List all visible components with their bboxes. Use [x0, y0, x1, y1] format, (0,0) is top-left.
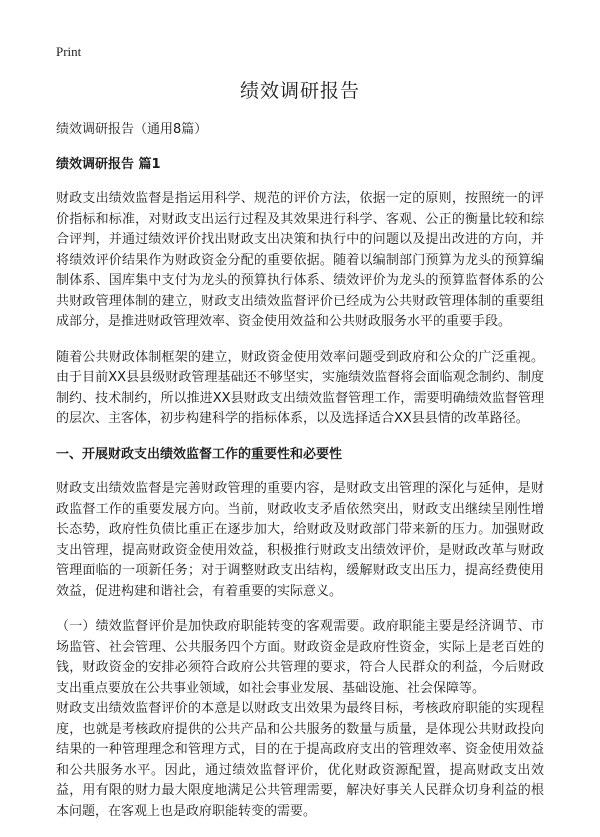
article-heading: 绩效调研报告 篇1 [56, 156, 161, 172]
body-paragraph: 财政支出绩效监督是指运用科学、规范的评价方法，依据一定的原则，按照统一的评价指标和标准，对财政支出运行过程及其效果进行科学、客观、公正的衡量比较和综合评判，并通过绩效评价找出财政支出决策和执行中的问题以及提出改进的方向，并将绩效评价结果作为财政资金分配的重要依据。随着以编制部门预算为龙头的预算编制体系、国库集中支付为龙头的预算执行体系、绩效评价为龙头的预算监督体系的公共财政管理体制的建立，财政支出绩效监督评价已经成为公共财政管理体制的重要组成部分，是推进财政管理效率、资金使用效益和公共财政服务水平的重要手段。 [56, 191, 544, 329]
section-heading: 一、开展财政支出绩效监督工作的重要性和必要性 [56, 446, 343, 462]
body-paragraph: 财政支出绩效监督评价的本意是以财政支出效果为最终目标，考核政府职能的实现程度，也就是考核政府提供的公共产品和公共服务的数量与质量，是体现公共财政投向结果的一种管理理念和管理方式，目的在于提高政府支出的管理效率、资金使用效益和公共服务水平。因此，通过绩效监督评价，优化财政资源配置，提高财政支出效益，用有限的财力最大限度地满足公共管理需要，解决好事关人民群众切身利益的根本问题，在客观上也是政府职能转变的需要。 [56, 701, 544, 819]
body-paragraph: 财政支出绩效监督是完善财政管理的重要内容，是财政支出管理的深化与延伸，是财政监督工作的重要发展方向。当前，财政收支矛盾依然突出，财政支出继续呈刚性增长态势，政府性负债比重正在逐步加大，给财政及财政部门带来新的压力。加强财政支出管理，提高财政资金使用效益，积极推行财政支出绩效评价，是财政改革与财政管理面临的一项新任务；对于调整财政支出结构，缓解财政支出压力，提高经费使用效益，促进构建和谐社会，有着重要的实际意义。 [56, 481, 544, 599]
document-title: 绩效调研报告 [239, 80, 360, 102]
body-paragraph: （一）绩效监督评价是加快政府职能转变的客观需要。政府职能主要是经济调节、市场监管、社会管理、公共服务四个方面。财政资金是政府性资金，实际上是老百姓的钱，财政资金的安排必须符合政府公共管理的要求，符合人民群众的利益，今后财政支出重点要放在公共事业领域，如社会事业发展、基础设施、社会保障等。 [56, 619, 544, 696]
body-paragraph: 随着公共财政体制框架的建立，财政资金使用效率问题受到政府和公众的广泛重视。由于目前XX县县级财政管理基础还不够坚实，实施绩效监督将会面临观念制约、制度制约、技术制约，所以推进XX县财政支出绩效监督管理工作，需要明确绩效监督管理的层次、主客体，初步构建科学的指标体系，以及选择适合XX县县情的改革路径。 [56, 349, 544, 426]
document-subtitle: 绩效调研报告（通用8篇） [56, 122, 208, 137]
print-link[interactable]: Print [56, 44, 82, 59]
document-body [56, 120, 544, 837]
